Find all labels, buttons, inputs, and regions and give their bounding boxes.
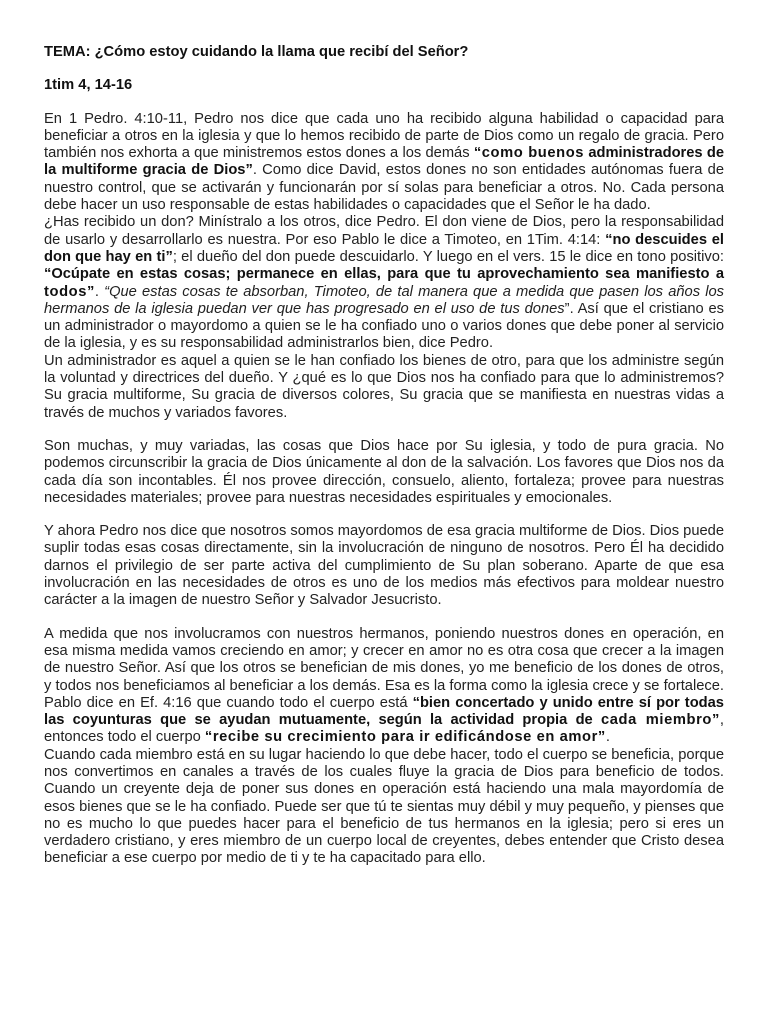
document-page bbox=[44, 44, 724, 868]
paragraph-4: Son muchas, y muy variadas, las cosas que Dios hace por Su iglesia, y todo de pura gracia. No podemos circunscribir la gracia de Dios únicamente al don de la salvación. Los favores que Dios nos da cada día son incontables. Él nos provee dirección, consuelo, aliento, fortaleza; provee para nuestras necesidades materiales; provee para nuestras necesidades espirituales y emocionales. bbox=[44, 437, 724, 506]
paragraph-1 bbox=[44, 111, 724, 215]
paragraph-5: Y ahora Pedro nos dice que nosotros somos mayordomos de esa gracia multiforme de Dios. Dios puede suplir todas esas cosas directamente, sin la involucración de ninguno de nosotros. Pero Él ha decidido darnos el privilegio de ser parte activa del cumplimiento de Su plan soberano. Aparte de que esa involucración en las necesidades de otros es uno de los medios más efectivos para moldear nuestro carácter a la imagen de nuestro Señor y Salvador Jesucristo. bbox=[44, 523, 724, 609]
paragraph-6-text-c: . bbox=[605, 729, 610, 746]
paragraph-2-text-c: . bbox=[94, 283, 105, 300]
paragraph-6-text-b: , entonces todo el cuerpo bbox=[44, 712, 724, 746]
paragraph-1-quote-b: administradores de la multiforme gracia de Dios” bbox=[44, 145, 725, 179]
document-title: TEMA: ¿Cómo estoy cuidando la llama que recibí del Señor? bbox=[44, 44, 469, 60]
paragraph-2-quote-b: “Ocúpate en estas cosas; permanece en ellas, para que tu aprovechamiento sea manifiesto a bbox=[44, 266, 724, 283]
paragraph-2-text-d: . Así que el cristiano es un administrador o mayordomo a quien se le ha confiado uno o varios dones que debe poner al servicio de la iglesia, y es su responsabilidad administrarlos bien, dice Pedro. bbox=[44, 300, 724, 352]
paragraph-2-text-a: ¿Has recibido un don? Minístralo a los otros, dice Pedro. El don viene de Dios, pero la responsabilidad de usarlo y desarrollarlo es nuestra. Por eso Pablo le dice a Timoteo, en 1Tim. 4:14: bbox=[44, 214, 724, 248]
paragraph-3: Un administrador es aquel a quien se le han confiado los bienes de otro, para que los administre según la voluntad y directrices del dueño. Y ¿qué es lo que Dios nos ha confiado para que lo administremos? Su gracia multiforme, Su gracia de diversos colores, Su gracia que se manifiesta en nuestras vidas a través de muchos y variados favores. bbox=[44, 352, 724, 421]
paragraph-2 bbox=[44, 214, 724, 352]
scripture-reference: 1tim 4, 14-16 bbox=[44, 77, 133, 94]
paragraph-6 bbox=[44, 626, 724, 747]
paragraph-2-quote-a: “no descuides el don que hay en ti” bbox=[44, 231, 724, 265]
paragraph-6-quote-a: “bien concertado y unido entre sí por todas las coyunturas que se ayudan mutuamente, según la actividad propia de bbox=[44, 694, 724, 729]
paragraph-6-quote-c: “recibe su crecimiento para ir edificándose en amor” bbox=[204, 729, 606, 746]
paragraph-6-text-a: A medida que nos involucramos con nuestros hermanos, poniendo nuestros dones en operación, en esa misma medida vamos creciendo en amor; y crecer en amor no es otra cosa que crecer a la imagen de nuestro Señor. Así que los otros se benefician de mis dones, yo me beneficio de los dones de otros, y todos nos beneficiamos al beneficiar a los demás. Esa es la forma como la iglesia crece y se fortalece. Pablo dice en Ef. 4:16 que cuando todo el cuerpo está bbox=[44, 625, 724, 711]
paragraph-2-italic-a: “Que estas cosas te absorban, Timoteo, de tal manera que a medida que pasen los años los hermanos de la iglesia puedan ver que has progresado en el uso de tus dones bbox=[44, 283, 724, 317]
paragraph-1-quote-a: “como buenos bbox=[473, 145, 585, 162]
paragraph-1-text-a: En 1 Pedro. 4:10-11, Pedro nos dice que cada uno ha recibido alguna habilidad o capacidad para beneficiar a otros en la iglesia y que lo hemos recibido de parte de Dios como un regalo de gracia. Pero también nos exhorta a que ministremos estos dones a los demás bbox=[44, 110, 724, 162]
paragraph-1-text-b: . Como dice David, estos dones no son entidades autónomas fuera de nuestro control, que se activarán y funcionarán por sí solas para beneficiar a otros. No. Cada persona debe hacer un uso responsable de estas habilidades o capacidades que el Señor le ha dado. bbox=[44, 162, 724, 214]
paragraph-6-quote-b: cada miembro” bbox=[600, 712, 720, 729]
paragraph-7: Cuando cada miembro está en su lugar haciendo lo que debe hacer, todo el cuerpo se beneficia, porque nos convertimos en canales a través de los cuales fluye la gracia de Dios para beneficio de todos. Cuando un creyente deja de poner sus dones en operación está haciendo una mala mayordomía de esos bienes que se le ha confiado. Puede ser que tú te sientas muy débil y muy pequeño, y pienses que no es mucho lo que puedes hacer para el beneficio de tus hermanos en la iglesia; pero si eres un verdadero cristiano, y eres miembro de un cuerpo local de creyentes, debes entender que Cristo desea beneficiar a ese cuerpo por medio de ti y te ha capacitado para ello. bbox=[44, 746, 724, 867]
paragraph-2-text-b: ; el dueño del don puede descuidarlo. Y luego en el vers. 15 le dice en tono positivo: bbox=[172, 248, 724, 265]
paragraph-2-italic-b: ” bbox=[564, 300, 570, 317]
paragraph-2-quote-c: todos” bbox=[44, 283, 95, 300]
